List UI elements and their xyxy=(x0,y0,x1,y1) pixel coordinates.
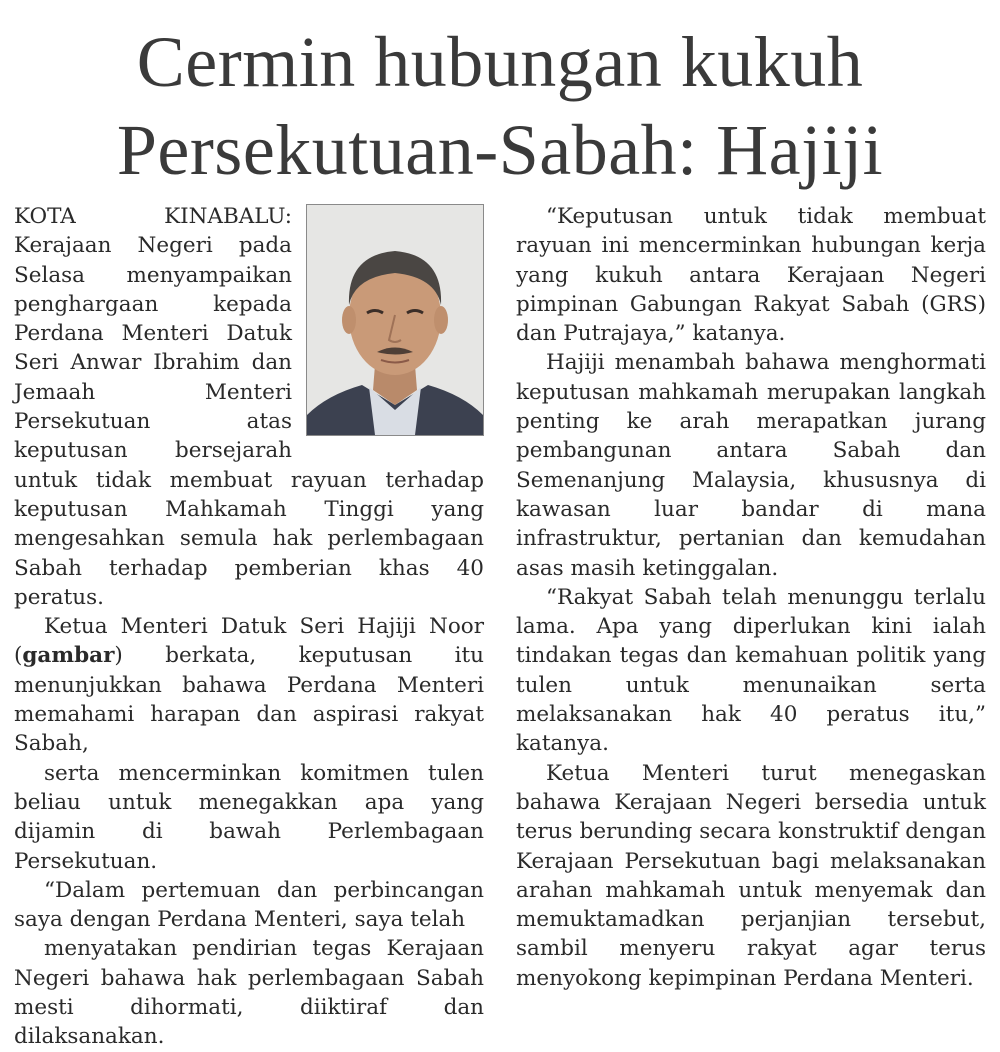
paragraph-8: “Rakyat Sabah telah menunggu terlalu lama. Apa yang diperlukan kini ialah tindakan tegas dan kemahuan politik yang tulen untuk menunaikan serta melaksanakan hak 40 peratus itu,” katanya. xyxy=(516,584,986,757)
paragraph-7: Hajiji menambah bahawa menghormati keputusan mahkamah merupakan langkah penting ke arah merapatkan jurang pembangunan antara Sabah dan Semenanjung Malaysia, khususnya di kawasan luar bandar di mana infrastruktur, pertanian dan kemudahan asas masih ketinggalan. xyxy=(516,350,986,581)
paragraph-2 xyxy=(14,612,484,758)
paragraph-2-after: ) berkata, keputusan itu menunjukkan bahawa Perdana Menteri memahami harapan dan aspirasi rakyat Sabah, xyxy=(14,643,484,757)
paragraph-4: “Dalam pertemuan dan perbincangan saya dengan Perdana Menteri, saya telah xyxy=(14,877,484,933)
article-column-right xyxy=(516,202,986,993)
article-column-left xyxy=(14,202,484,1052)
dateline: KOTA KINABALU: xyxy=(14,204,292,229)
paragraph-6: “Keputusan untuk tidak membuat rayuan ini mencerminkan hubungan kerja yang kukuh antara Kerajaan Negeri pimpinan Gabungan Rakyat Sabah (GRS) dan Putrajaya,” katanya. xyxy=(516,204,986,347)
paragraph-3: serta mencerminkan komitmen tulen beliau untuk menegakkan apa yang dijamin di bawah Perlembagaan Persekutuan. xyxy=(14,760,484,874)
paragraph-1-text: Kerajaan Negeri pada Selasa menyampaikan penghargaan kepada Perdana Menteri Datuk Seri Anwar Ibrahim dan Jemaah Menteri Persekutuan atas keputusan bersejarah untuk tidak membuat rayuan terhadap keputusan Mahkamah Tinggi yang mengesahkan semula hak perlembagaan Sabah terhadap pemberian khas 40 peratus. xyxy=(14,233,484,610)
paragraph-2-before: Ketua Menteri Datuk Seri Hajiji Noor ( xyxy=(14,614,484,669)
photo-reference: gambar xyxy=(22,643,115,669)
portrait-illustration xyxy=(307,205,483,435)
portrait-photo xyxy=(306,204,484,436)
paragraph-5: menyatakan pendirian tegas Kerajaan Negeri bahawa hak perlembagaan Sabah mesti dihormati, diiktiraf dan dilaksanakan. xyxy=(14,936,484,1050)
headline-line-1: Cermin hubungan kukuh xyxy=(136,22,864,102)
headline xyxy=(0,18,1000,194)
paragraph-9: Ketua Menteri turut menegaskan bahawa Kerajaan Negeri bersedia untuk terus berunding secara konstruktif dengan Kerajaan Persekutuan bagi melaksanakan arahan mahkamah untuk menyemak dan memuktamadkan perjanjian tersebut, sambil menyeru rakyat agar terus menyokong kepimpinan Perdana Menteri. xyxy=(516,760,986,991)
headline-line-2: Persekutuan-Sabah: Hajiji xyxy=(116,110,884,190)
